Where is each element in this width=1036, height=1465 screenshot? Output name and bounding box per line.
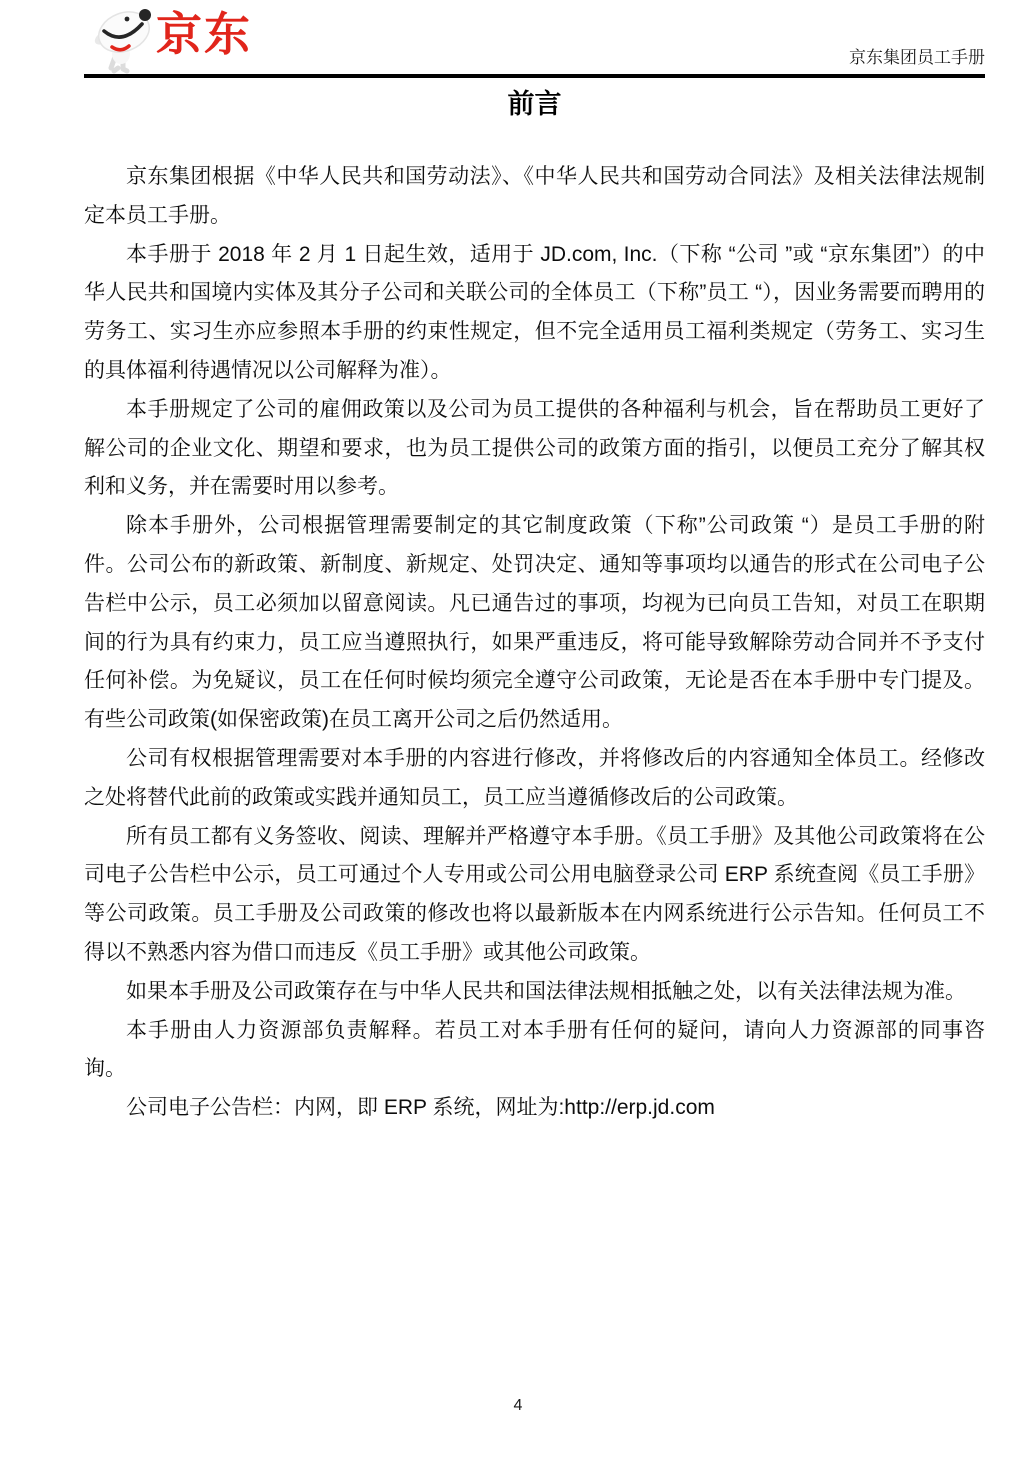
paragraph-4: 除本手册外，公司根据管理需要制定的其它制度政策（下称”公司政策 “）是员工手册的附件。公司公布的新政策、新制度、新规定、处罚决定、通知等事项均以通告的形式在公司电子公告栏中公示，员工必须加以留意阅读。凡已通告过的事项，均视为已向员工告知，对员工在职期间的行为具有约束力，员工应当遵照执行，如果严重违反，将可能导致解除劳动合同并不予支付任何补偿。为免疑议，员工在任何时候均须完全遵守公司政策，无论是否在本手册中专门提及。有些公司政策(如保密政策)在员工离开公司之后仍然适用。 xyxy=(84,514,985,732)
paragraph-7: 如果本手册及公司政策存在与中华人民共和国法律法规相抵触之处，以有关法律法规为准。 xyxy=(126,979,966,1003)
paragraph-2: 本手册于 2018 年 2 月 1 日起生效，适用于 JD.com, Inc.（下称 “公司 ”或 “京东集团”）的中华人民共和国境内实体及其分子公司和关联公司的全体员工（下称”员工 “），因业务需要而聘用的劳务工、实习生亦应参照本手册的约束性规定，但不完全适用员工福利类规定（劳务工、实习生的具体福利待遇情况以公司解释为准）。 xyxy=(84,242,985,382)
header-divider xyxy=(84,74,985,78)
document-body xyxy=(84,158,985,1128)
jd-logo-text: 京东 xyxy=(156,8,252,60)
paragraph-1: 京东集团根据《中华人民共和国劳动法》、《中华人民共和国劳动合同法》及相关法律法规制定本员工手册。 xyxy=(84,165,985,227)
document-header-title: 京东集团员工手册 xyxy=(849,48,985,67)
page-title: 前言 xyxy=(507,89,562,119)
jd-mascot-dog-icon xyxy=(94,2,152,74)
paragraph-8: 本手册由人力资源部负责解释。若员工对本手册有任何的疑问，请向人力资源部的同事咨询。 xyxy=(84,1018,985,1081)
jd-logo xyxy=(94,2,252,74)
page-header xyxy=(84,0,985,74)
paragraph-9: 公司电子公告栏：内网，即 ERP 系统，网址为:http://erp.jd.com xyxy=(126,1096,715,1120)
page-number: 4 xyxy=(513,1397,523,1414)
paragraph-5: 公司有权根据管理需要对本手册的内容进行修改，并将修改后的内容通知全体员工。经修改之处将替代此前的政策或实践并通知员工，员工应当遵循修改后的公司政策。 xyxy=(84,746,985,809)
paragraph-3: 本手册规定了公司的雇佣政策以及公司为员工提供的各种福利与机会，旨在帮助员工更好了解公司的企业文化、期望和要求，也为员工提供公司的政策方面的指引，以便员工充分了解其权利和义务，并在需要时用以参考。 xyxy=(84,397,985,499)
paragraph-6: 所有员工都有义务签收、阅读、理解并严格遵守本手册。《员工手册》及其他公司政策将在公司电子公告栏中公示，员工可通过个人专用或公司公用电脑登录公司 ERP 系统查阅《员工手册》等公司政策。员工手册及公司政策的修改也将以最新版本在内网系统进行公示告知。任何员工不得以不熟悉内容为借口而违反《员工手册》或其他公司政策。 xyxy=(84,824,985,964)
